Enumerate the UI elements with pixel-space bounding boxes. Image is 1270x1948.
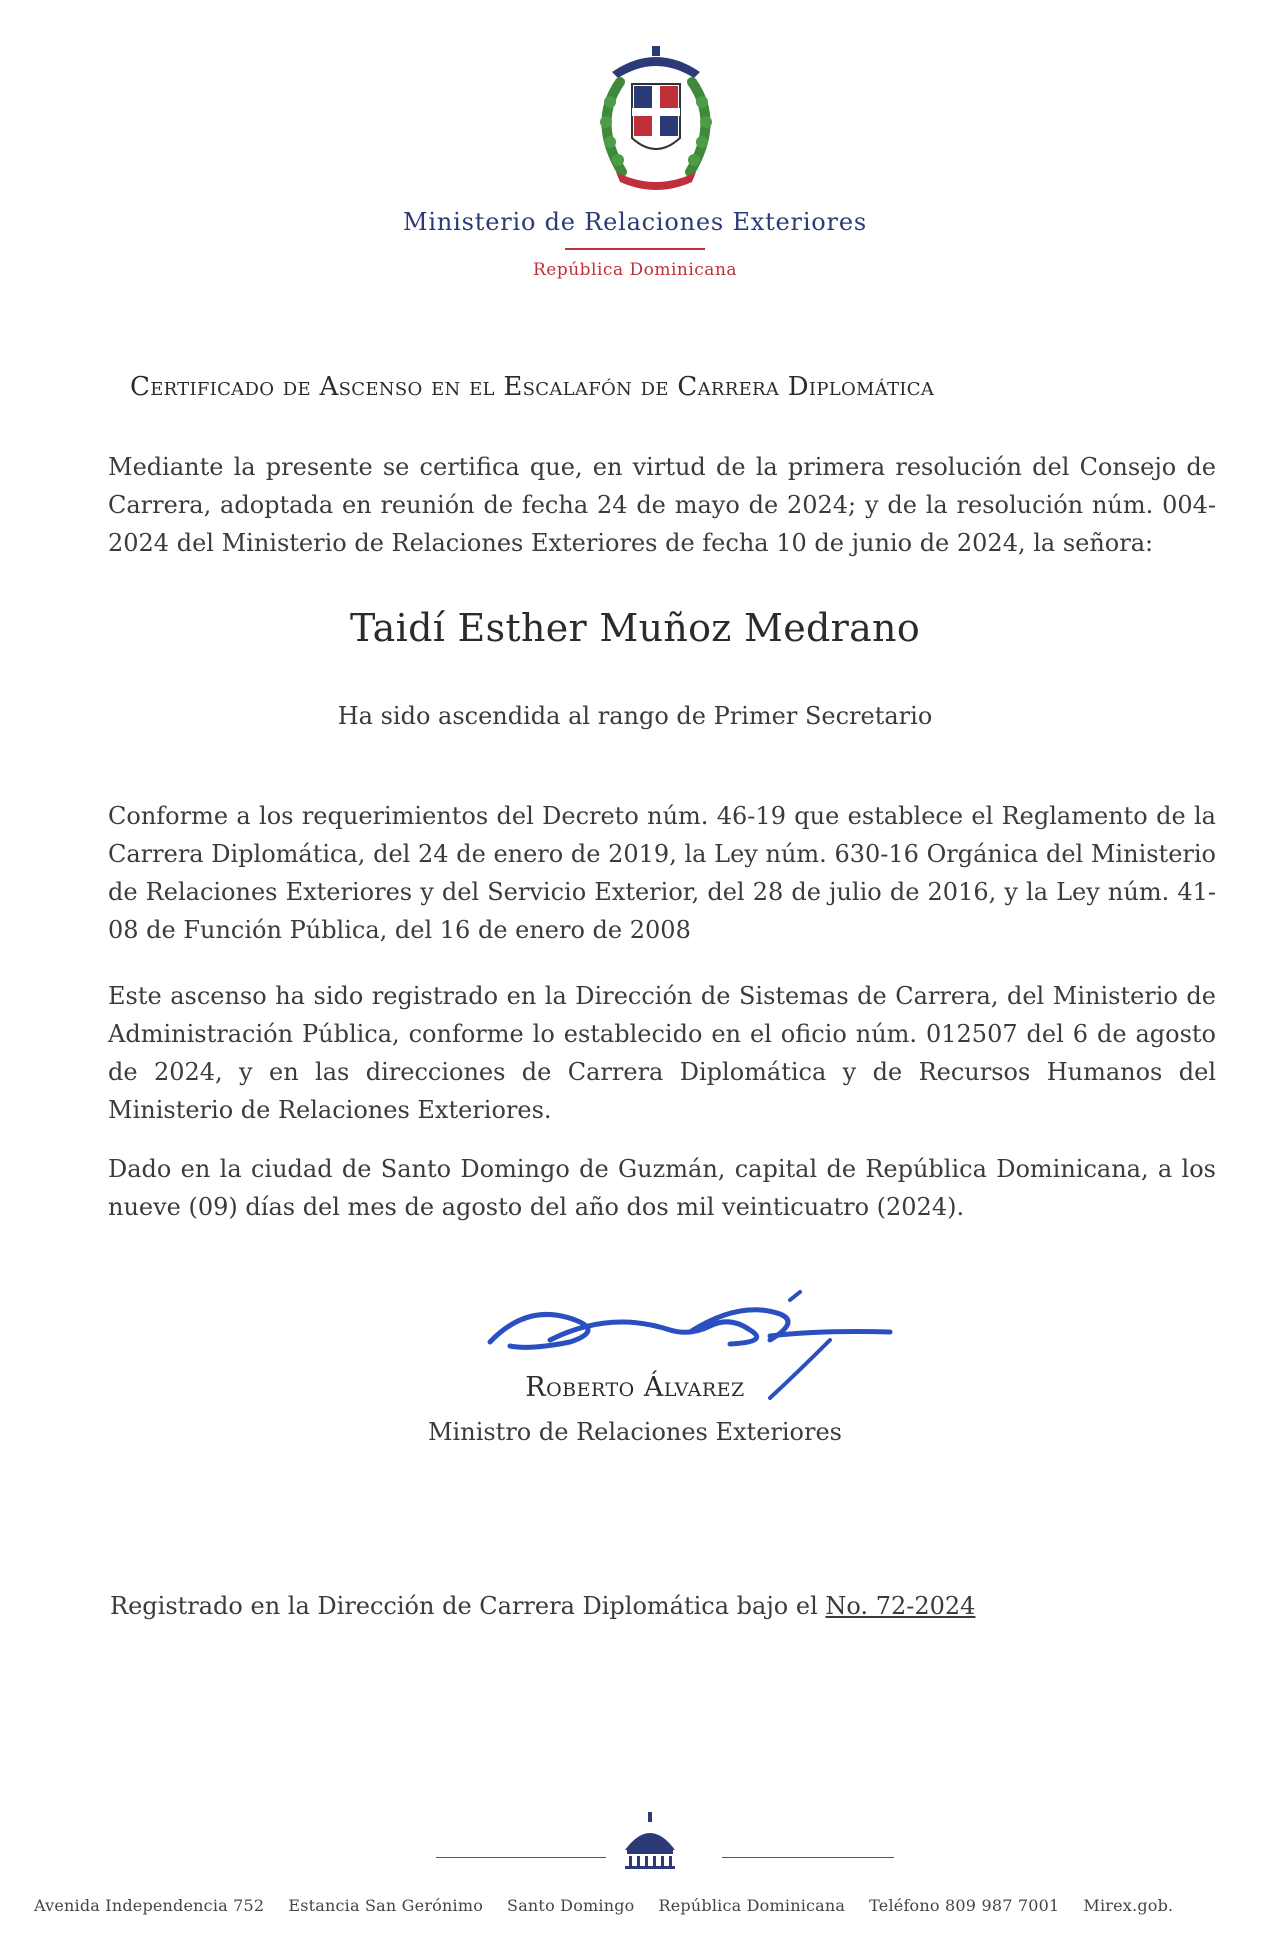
signer-name: Roberto Álvarez xyxy=(525,1372,745,1403)
intro-paragraph: Mediante la presente se certifica que, en virtud de la primera resolución del Consejo de Carrera, adoptada en reunión de fecha 24 de mayo de 2024; y de la resolución núm. 004-2024 del Ministerio de Relaciones Exteriores de fecha 10 de junio de 2024, la señora: xyxy=(108,453,1216,557)
republic-name: República Dominicana xyxy=(532,260,738,280)
footer-contact xyxy=(34,1896,1270,1920)
footer-web: Mirex.gob. xyxy=(1083,1896,1174,1915)
legal-basis-paragraph: Conforme a los requerimientos del Decreto núm. 46-19 que establece el Reglamento de la Carrera Diplomática, del 24 de enero de 2019, la Ley núm. 630-16 Orgánica del Ministerio de Relaciones Exteriores y del Servicio Exterior, del 28 de julio de 2016, y la Ley núm. 41-08 de Función Pública, del 16 de enero de 2008 xyxy=(108,802,1216,944)
footer-area: Estancia San Gerónimo xyxy=(288,1896,484,1915)
registry-line xyxy=(110,1592,975,1620)
building-dome-icon xyxy=(615,1810,685,1870)
registry-text: Registrado en la Dirección de Carrera Diplomática bajo el xyxy=(110,1592,818,1620)
footer-divider-right xyxy=(722,1857,894,1858)
footer-phone: Teléfono 809 987 7001 xyxy=(869,1896,1060,1915)
footer-address: Avenida Independencia 752 xyxy=(34,1896,265,1915)
registry-number: No. 72-2024 xyxy=(825,1592,976,1620)
footer-country: República Dominicana xyxy=(658,1896,846,1915)
issuance-paragraph: Dado en la ciudad de Santo Domingo de Guzmán, capital de República Dominicana, a los nueve (09) días del mes de agosto del año dos mil veinticuatro (2024). xyxy=(108,1155,1216,1221)
rank-statement: Ha sido ascendida al rango de Primer Secretario xyxy=(337,702,933,730)
ministry-name: Ministerio de Relaciones Exteriores xyxy=(403,208,867,236)
recipient-name: Taidí Esther Muñoz Medrano xyxy=(349,606,920,650)
footer-divider-left xyxy=(436,1857,606,1858)
registration-paragraph: Este ascenso ha sido registrado en la Dirección de Sistemas de Carrera, del Ministerio de Administración Pública, conforme lo establecido en el oficio núm. 012507 del 6 de agosto de 2024, y en las direcciones de Carrera Diplomática y de Recursos Humanos del Ministerio de Relaciones Exteriores. xyxy=(108,982,1216,1124)
footer-city: Santo Domingo xyxy=(507,1896,635,1915)
header-divider xyxy=(565,248,705,250)
coat-of-arms-icon xyxy=(582,42,730,192)
signer-title: Ministro de Relaciones Exteriores xyxy=(427,1418,842,1446)
certificate-title: Certificado de Ascenso en el Escalafón de Carrera Diplomática xyxy=(130,372,935,402)
